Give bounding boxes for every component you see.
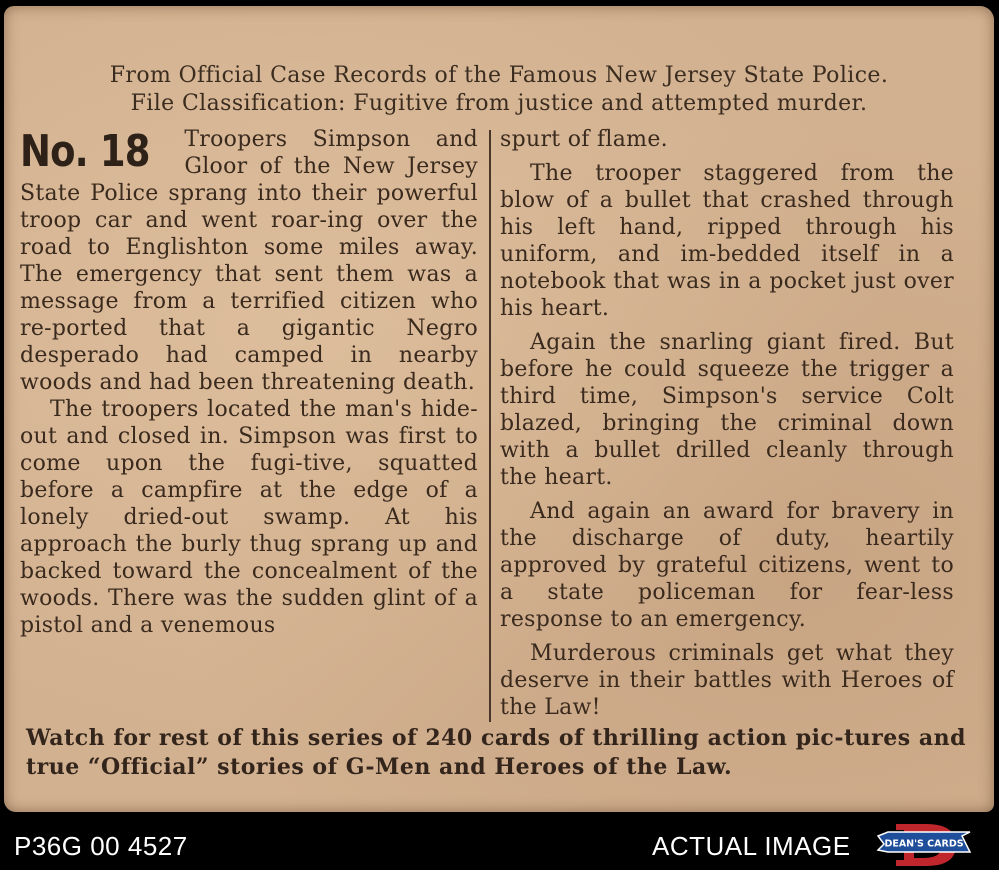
header-line-2: File Classification: Fugitive from justice and attempted murder.: [130, 91, 868, 116]
right-paragraph-0: spurt of flame.: [500, 127, 668, 152]
left-column: [20, 126, 478, 639]
card-number: No. 18: [20, 126, 150, 177]
case-record-header: [4, 62, 994, 118]
right-paragraph-2: Again the snarling giant fired. But before he could squeeze the trigger a third time, Simpson's service Colt blazed, bringing the criminal down with a bullet drilled cleanly through the heart.: [500, 330, 954, 490]
deans-cards-logo: [876, 822, 972, 868]
left-paragraph-1: Troopers Simpson and Gloor of the New Jersey State Police sprang into their powerful troop car and went roar-ing over the road to Englishton some miles away. The emergency that sent them was a message from a terrified citizen who re-ported that a gigantic Negro desperado had camped in nearby woods and had been threatening death.: [20, 127, 478, 395]
left-paragraph-2: The troopers located the man's hide-out and closed in. Simpson was first to come upon the fugi-tive, squatted before a campfire at the edge of a lonely dried-out swamp. At his approach the burly thug sprang up and backed toward the concealment of the woods. There was the sudden glint of a pistol and a venemous: [20, 397, 478, 638]
actual-image-label: ACTUAL IMAGE: [652, 831, 851, 861]
column-divider: [489, 130, 491, 722]
header-line-1: From Official Case Records of the Famous New Jersey State Police.: [109, 63, 889, 88]
series-footer: Watch for rest of this series of 240 cards of thrilling action pic-tures and true “Official” stories of G-Men and Heroes of the Law.: [26, 725, 966, 780]
right-column: [500, 126, 954, 721]
trading-card-back: [4, 6, 994, 812]
cert-number: P36G 00 4527: [14, 831, 188, 861]
right-paragraph-3: And again an award for bravery in the discharge of duty, heartily approved by grateful citizens, went to a state policeman for fear-less response to an emergency.: [500, 499, 954, 632]
svg-text:DEAN'S CARDS: DEAN'S CARDS: [884, 838, 964, 850]
right-paragraph-1: The trooper staggered from the blow of a bullet that crashed through his left hand, ripped through his uniform, and im-bedded itself in a notebook that was in a pocket just over his heart.: [500, 161, 954, 321]
right-paragraph-4: Murderous criminals get what they deserve in their battles with Heroes of the Law!: [500, 641, 954, 720]
